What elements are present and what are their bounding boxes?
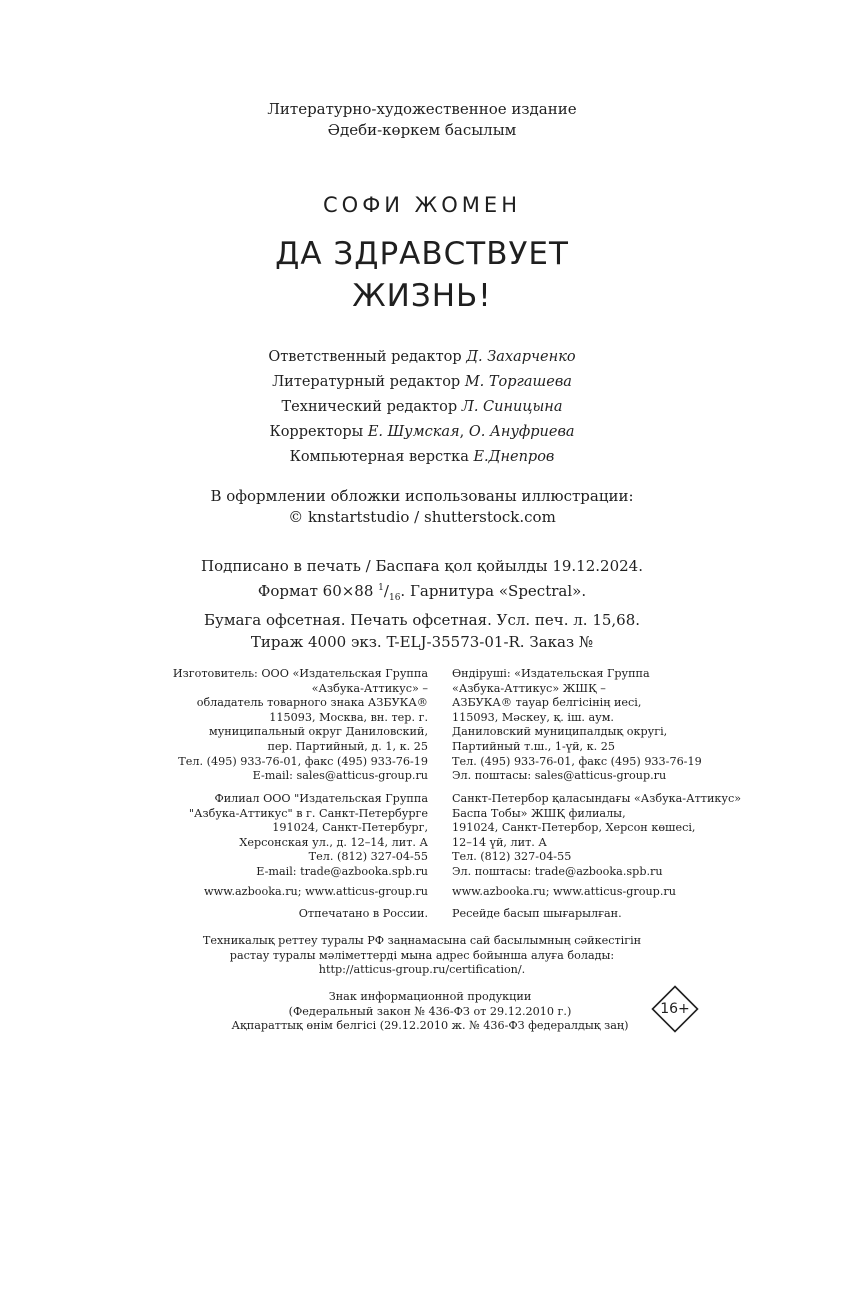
branch-ru-line: "Азбука-Аттикус" в г. Санкт-Петербурге [188, 806, 428, 820]
credit-name: Д. Захарченко [466, 349, 576, 365]
tech-regulation-url: http://atticus-group.ru/certification/. [318, 963, 526, 977]
info-sign-line: Знак информационной продукции [328, 990, 532, 1003]
branch-ru-line: Филиал ООО "Издательская Группа [214, 792, 428, 805]
info-product-sign [180, 990, 680, 1034]
print-details [0, 555, 844, 653]
manufacturer-kz-line: Эл. поштасы: sales@atticus-group.ru [452, 769, 667, 783]
manufacturer-ru [120, 667, 428, 784]
info-sign-line: (Федеральный закон № 436-ФЗ от 29.12.2010 г.) [288, 1004, 572, 1018]
branch-kz-line: Санкт-Петербор қаласындағы «Азбука-Аттикус» [452, 792, 742, 805]
manufacturer-kz-line: 115093, Мәскеу, қ. іш. аум. [452, 710, 614, 724]
credit-role: Корректоры [269, 424, 364, 440]
manufacturer-ru-line: пер. Партийный, д. 1, к. 25 [267, 739, 428, 753]
printed-in-russia-kz: Ресейде басып шығарылған. [452, 907, 622, 920]
credit-name: Е.Днепров [473, 449, 555, 465]
author-name: СОФИ ЖОМЕН [323, 193, 521, 217]
credit-line [0, 395, 844, 420]
manufacturer-ru-line: «Азбука-Аттикус» – [311, 681, 428, 695]
manufacturer-kz-line: «Азбука-Аттикус» ЖШҚ – [452, 681, 606, 695]
signed-date: Подписано в печать / Баспаға қол қойылды 19.12.2024. [201, 557, 643, 575]
manufacturer-kz-line: Даниловский муниципалдық округі, [452, 725, 668, 739]
credit-line [0, 370, 844, 395]
printed-in-russia-ru: Отпечатано в России. [298, 907, 428, 920]
credit-name: Е. Шумская [367, 424, 460, 440]
format-line [0, 577, 844, 609]
print-run-line: Тираж 4000 экз. T-ELJ-35573-01-R. Заказ № [250, 633, 594, 651]
paper-line: Бумага офсетная. Печать офсетная. Усл. печ. л. 15,68. [203, 611, 641, 629]
cover-note-line: В оформлении обложки использованы иллюстрации: [210, 487, 634, 505]
edition-line-ru: Литературно-художественное издание [267, 100, 577, 118]
age-rating-label: 16+ [660, 1001, 690, 1017]
manufacturer-kz-line: Партийный т.ш., 1-үй, к. 25 [452, 739, 616, 753]
branch-ru-line: E-mail: trade@azbooka.spb.ru [256, 864, 428, 878]
credit-role: Технический редактор [281, 399, 458, 415]
book-title-line-2: ЖИЗНЬ! [352, 278, 492, 314]
tech-regulation-note [0, 934, 844, 978]
editorial-credits [0, 345, 844, 470]
age-rating-badge [651, 985, 699, 1033]
manufacturer-ru-line: E-mail: sales@atticus-group.ru [252, 769, 428, 783]
credit-name: О. Ануфриева [468, 424, 575, 440]
credit-name: Л. Синицына [461, 399, 563, 415]
book-title [0, 233, 844, 317]
edition-line-kz: Әдеби-көркем басылым [327, 121, 517, 139]
tech-regulation-line: Техникалық реттеу туралы РФ заңнамасына сай басылымның сәйкестігін [202, 934, 642, 947]
book-title-line-1: ДА ЗДРАВСТВУЕТ [275, 236, 569, 272]
branch-kz-line: Тел. (812) 327-04-55 [452, 850, 572, 864]
branch-ru-line: Тел. (812) 327-04-55 [308, 850, 428, 864]
manufacturer-ru-line: обладатель товарного знака АЗБУКА® [196, 696, 428, 710]
credit-name: М. Торгашева [464, 374, 572, 390]
format-suffix: . Гарнитура «Spectral». [400, 582, 587, 600]
format-fraction-num: 1 [378, 583, 384, 593]
branch-kz-line: Эл. поштасы: trade@azbooka.spb.ru [452, 864, 663, 878]
branch-kz [452, 792, 792, 880]
branch-ru-line: 191024, Санкт-Петербург, [272, 821, 428, 835]
edition-type [0, 99, 844, 141]
branch-kz-line: 12–14 үй, лит. А [452, 835, 547, 849]
manufacturer-kz-line: АЗБУКА® тауар белгісінің иесі, [452, 696, 642, 710]
credit-line [0, 345, 844, 370]
credit-line [0, 445, 844, 470]
manufacturer-kz-line: Тел. (495) 933-76-01, факс (495) 933-76-19 [452, 754, 702, 768]
credit-role: Ответственный редактор [268, 349, 462, 365]
manufacturer-ru-line: муниципальный округ Даниловский, [209, 725, 428, 739]
branch-ru [120, 792, 428, 880]
credit-role: Компьютерная верстка [289, 449, 469, 465]
manufacturer-ru-line: Тел. (495) 933-76-01, факс (495) 933-76-19 [178, 754, 428, 768]
manufacturer-kz [452, 667, 792, 784]
tech-regulation-line: растау туралы мәліметтерді мына адрес бойынша алуға болады: [229, 948, 615, 962]
websites-kz: www.azbooka.ru; www.atticus-group.ru [452, 885, 676, 898]
format-fraction-den: 16 [388, 593, 401, 603]
credit-role: Литературный редактор [272, 374, 461, 390]
manufacturer-ru-line: 115093, Москва, вн. тер. г. [269, 710, 428, 724]
websites-ru: www.azbooka.ru; www.atticus-group.ru [204, 885, 428, 898]
info-sign-line: Ақпараттық өнім белгісі (29.12.2010 ж. № 436-ФЗ федералдық заң) [231, 1019, 629, 1033]
branch-ru-line: Херсонская ул., д. 12–14, лит. А [239, 835, 428, 849]
cover-illustration-note [0, 486, 844, 528]
manufacturer-ru-line: Изготовитель: ООО «Издательская Группа [172, 667, 428, 680]
manufacturer-kz-line: Өндіруші: «Издательская Группа [452, 667, 650, 680]
branch-kz-line: Баспа Тобы» ЖШҚ филиалы, [452, 806, 626, 820]
branch-kz-line: 191024, Санкт-Петербор, Херсон көшесі, [452, 821, 696, 835]
credit-line [0, 420, 844, 445]
format-prefix: Формат 60×88 [257, 582, 379, 600]
format-fraction-slash: / [383, 582, 389, 600]
cover-credit-line: © knstartstudio / shutterstock.com [288, 508, 556, 526]
credit-separator: , [459, 424, 465, 440]
